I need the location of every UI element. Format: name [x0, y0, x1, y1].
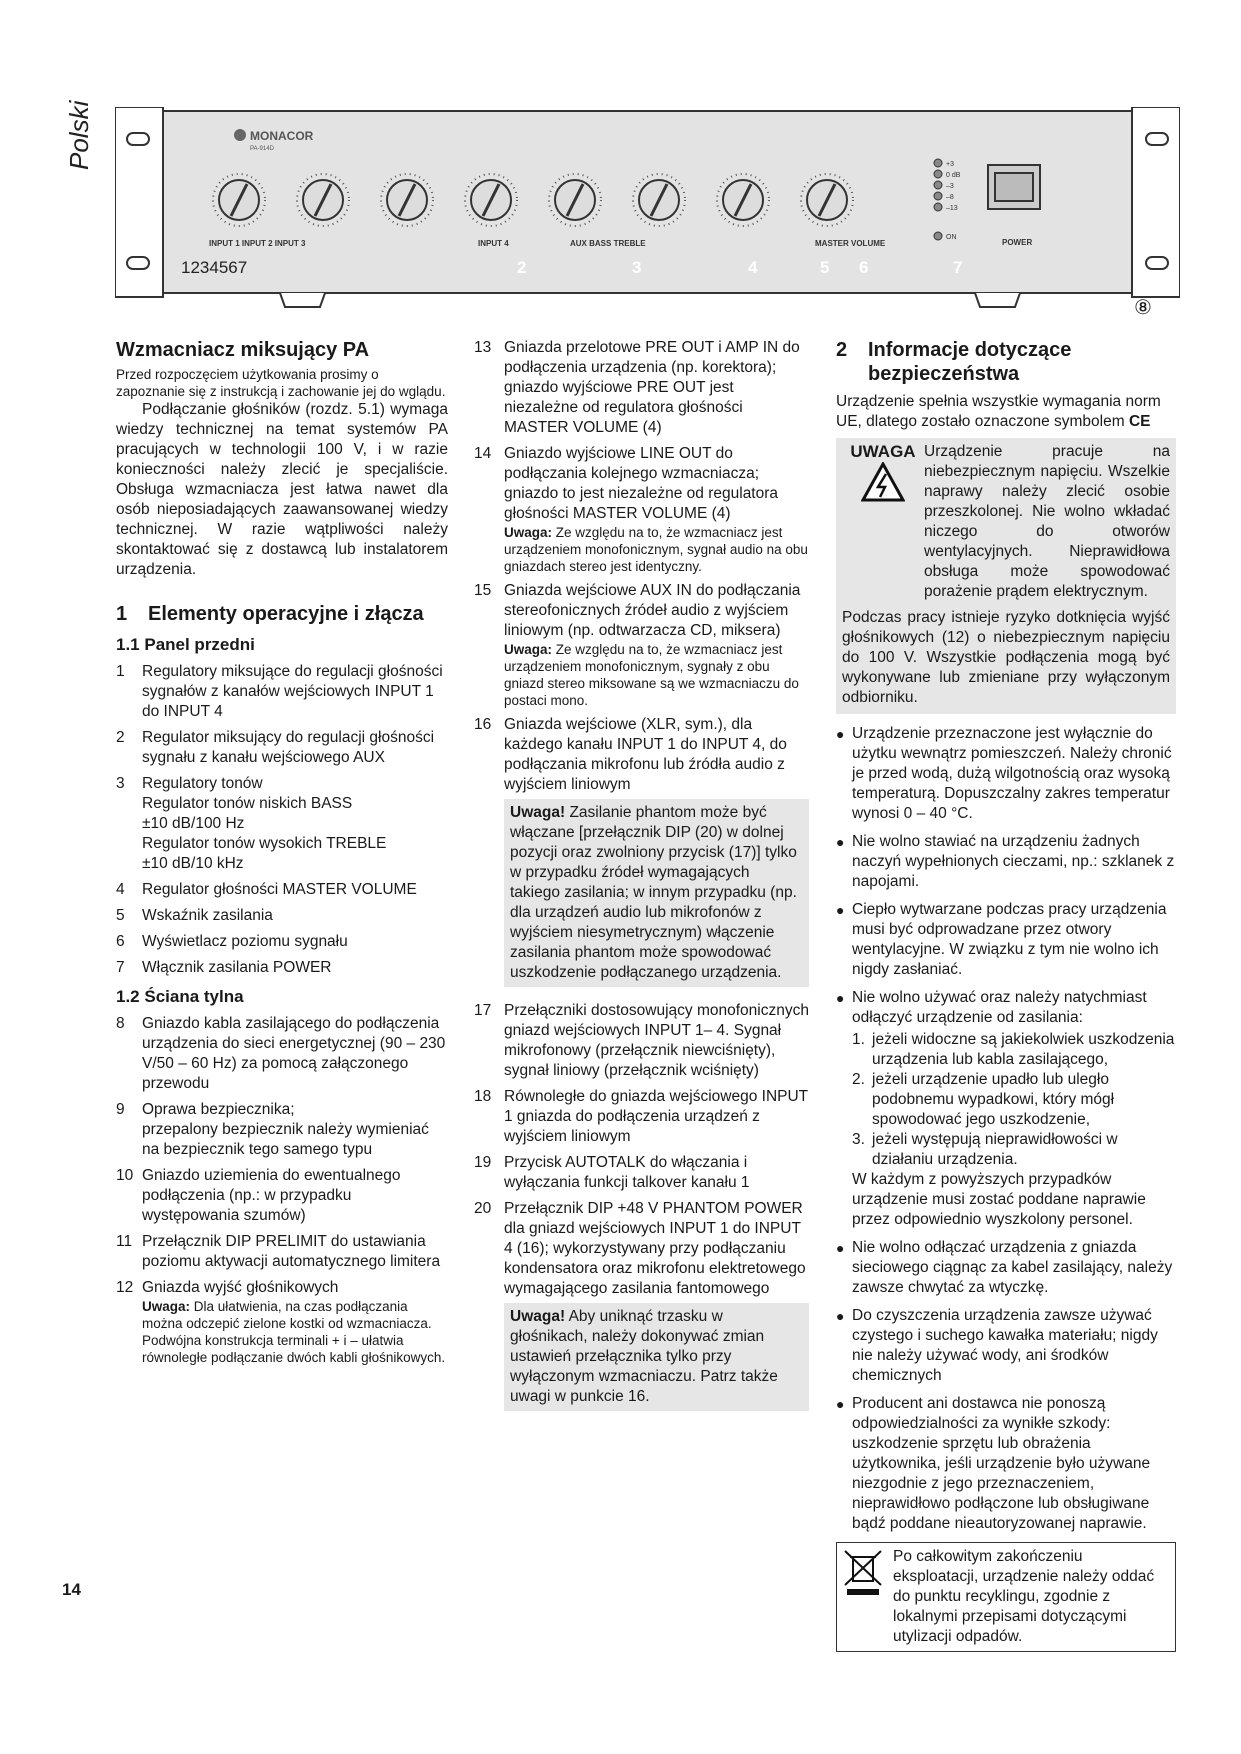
list-item: 1 Regulatory miksujące do regulacji głośności sygnałów z kanałów wejściowych INPUT 1 do INPUT 4	[116, 663, 443, 720]
callout-1: 1234567	[181, 258, 248, 277]
list-item: 4 Regulator głośności MASTER VOLUME	[116, 881, 417, 898]
list-item: 6 Wyświetlacz poziomu sygnału	[116, 933, 348, 950]
list-item: 17 Przełączniki dostosowujący monofonicznych gniazd wejściowych INPUT 1– 4. Sygnał mikrofonowy (przełącznik niewciśnięty), sygnał liniowy (przełącznik wciśnięty)	[474, 1002, 809, 1079]
section-1-heading: 1 Elementy operacyjne i złącza	[116, 603, 424, 625]
led-label: –13	[946, 205, 958, 212]
subsection-1-2-heading: 1.2 Ściana tylna	[116, 987, 244, 1006]
callout-5: 5	[820, 258, 830, 277]
rear-panel-list	[116, 1014, 448, 1366]
list-item: 7 Włącznik zasilania POWER	[116, 959, 332, 976]
list-item: 13 Gniazda przelotowe PRE OUT i AMP IN do podłączenia urządzenia (np. korektora); gniazdo wyjściowe PRE OUT jest niezależne od regulatora głośności MASTER VOLUME (4)	[474, 339, 800, 436]
note-15: Uwaga: Ze względu na to, że wzmacniacz jest urządzeniem monofonicznym, sygnały z obu gniazd stereo miksowane są we wzmacniaczu do postaci mono.	[504, 642, 799, 708]
note-14: Uwaga: Ze względu na to, że wzmacniacz jest urządzeniem monofonicznym, sygnał audio na obu gniazdach stereo jest identyczny.	[504, 525, 808, 574]
inputs-label: INPUT 1 INPUT 2 INPUT 3	[209, 239, 306, 248]
led-label: 0 dB	[946, 172, 961, 179]
warning-text: Urządzenie pracuje na niebezpiecznym napięciu. Wszelkie naprawy należy zlecić osobie przeszkolonej. Nie wolno wkładać niczego do otworów wentylacyjnych. Nieprawidłowa obsługa może spowodować porażenie prądem elektrycznym.	[924, 443, 1170, 600]
list-item: 3 Regulatory tonów Regulator tonów niskich BASS ±10 dB/100 Hz Regulator tonów wysokich TREBLE ±10 dB/10 kHz	[116, 775, 387, 872]
column-3	[836, 338, 1176, 1652]
intro-paragraph: Podłączanie głośników (rozdz. 5.1) wymaga wiedzy technicznej na temat systemów PA pracujących w technologii 100 V, i w razie konieczności należy zlecić je specjaliście. Obsługa wzmacniacza jest łatwa nawet dla osób nieposiadających zaawansowanej wiedzy technicznej. W razie wątpliwości należy skontaktować się z dostawcą lub instalatorem urządzenia.	[116, 401, 448, 578]
list-item: 18 Równoległe do gniazda wejściowego INPUT 1 gniazda do podłączenia urządzeń z wyjściem liniowym	[474, 1088, 808, 1145]
bullet-item: ● Ciepło wytwarzane podczas pracy urządzenia musi być odprowadzane przez otwory wentylacyjne. W związku z tym nie wolno ich nigdy zasłaniać.	[836, 901, 1167, 978]
list-item: 16 Gniazda wejściowe (XLR, sym.), dla każdego kanału INPUT 1 do INPUT 4, do podłączania mikrofonu lub źródła audio z wyjściem liniowym Uwaga! Zasilanie phantom może być włączane [przełącznik DIP (20) w dolnej pozycji oraz zwolniony przycisk (17)] tylko w przypadku źródeł wymagających takiego zasilania; w innym przypadku (np. dla urządzeń audio lub mikrofonów z wyjściem niesymetrycznym) włączenie zasilania phantom może spowodować uszkodzenie podłączanego urządzenia.	[474, 715, 809, 995]
subsection-1-1-heading: 1.1 Panel przedni	[116, 635, 255, 654]
amplifier-drawing	[115, 107, 1180, 327]
front-panel-list	[116, 662, 448, 978]
callout-7: 7	[953, 258, 963, 277]
callout-3: 3	[632, 258, 642, 277]
list-item: 8 Gniazdo kabla zasilającego do podłączenia urządzenia do sieci energetycznej (90 – 230 V/50 – 60 Hz) za pomocą załączonego przewodu	[116, 1015, 446, 1092]
column-2	[474, 338, 809, 1425]
sublist-conclusion: W każdym z powyższych przypadków urządzenie musi zostać poddane naprawie przez odpowiednio wyszkolony personel.	[852, 1171, 1146, 1228]
high-voltage-icon	[861, 462, 905, 502]
language-label: Polski	[64, 100, 94, 170]
page-number: 14	[62, 1580, 81, 1599]
sublist-item: 3. jeżeli występują nieprawidłowości w działaniu urządzenia.	[852, 1131, 1118, 1168]
callout-8: ⑧	[1134, 297, 1152, 319]
intro-text: Przed rozpoczęciem użytkowania prosimy o zapoznanie się z instrukcją i zachowanie jej do wglądu.	[116, 367, 446, 399]
section-2-heading: 2 Informacje dotyczące bezpieczeństwa	[836, 339, 1072, 385]
callout-2: 2	[517, 258, 527, 277]
list-item: 19 Przycisk AUTOTALK do włączania i wyłączania funkcji talkover kanału 1	[474, 1154, 750, 1191]
list-item: 5 Wskaźnik zasilania	[116, 907, 273, 924]
warning-16: Uwaga! Zasilanie phantom może być włączane [przełącznik DIP (20) w dolnej pozycji oraz zwolniony przycisk (17)] tylko w przypadku źródeł wymagających takiego zasilania; w innym przypadku (np. dla urządzeń audio lub mikrofonów z wyjściem niesymetrycznym) włączenie zasilania phantom może spowodować uszkodzenie podłączanego urządzenia.	[504, 799, 809, 987]
list-item: 10 Gniazdo uziemienia do ewentualnego podłączenia (np.: w przypadku występowania szumów)	[116, 1167, 401, 1224]
bullet-item: ● Producent ani dostawca nie ponoszą odpowiedzialności za wynikłe szkody: uszkodzenie sprzętu lub obrażenia użytkownika, jeśli urządzenie było używane niezgodnie z jego przeznaczeniem, nieprawidłowo podłączone lub obsługiwane bądź poddane nieautoryzowanej naprawie.	[836, 1395, 1151, 1532]
led-label: –3	[946, 183, 954, 190]
list-item: 2 Regulator miksujący do regulacji głośności sygnału z kanału wejściowego AUX	[116, 729, 435, 766]
list-item: 11 Przełącznik DIP PRELIMIT do ustawiania poziomu aktywacji automatycznego limitera	[116, 1233, 441, 1270]
warning-label: UWAGA	[850, 442, 916, 461]
aux-bass-treble-label: AUX BASS TREBLE	[570, 239, 646, 248]
recycling-notice	[836, 1542, 1176, 1652]
brand-logo: MONACOR	[250, 129, 314, 143]
master-volume-label: MASTER VOLUME	[815, 239, 886, 248]
document-title: Wzmacniacz miksujący PA	[116, 339, 370, 361]
bullet-item: ● Nie wolno stawiać na urządzeniu żadnych naczyń wypełnionych cieczami, np.: szklanek z napojami.	[836, 833, 1175, 890]
ce-mark: CE	[1128, 413, 1151, 430]
warning-20: Uwaga! Aby uniknąć trzasku w głośnikach, należy dokonywać zmian ustawień przełącznika tylko przy wyłączonym wzmacniaczu. Patrz także uwagi w punkcie 16.	[504, 1303, 809, 1411]
warning-box	[836, 438, 1176, 714]
warning-text-2: Podczas pracy istnieje ryzyko dotknięcia wyjść głośnikowych (12) o niebezpiecznym napięciu do 100 V. Wszystkie podłączenia mogą być wykonywane lub zmieniane przy wyłączonym odbiorniku.	[842, 609, 1170, 706]
device-front-panel-illustration	[115, 107, 1180, 327]
numbered-sublist	[852, 1030, 1176, 1170]
bullet-item: ● Nie wolno odłączać urządzenia z gniazda sieciowego ciągnąc za kabel zasilający, należy zawsze chwytać za wtyczkę.	[836, 1239, 1173, 1296]
bullet-item: ● Urządzenie przeznaczone jest wyłącznie do użytku wewnątrz pomieszczeń. Należy chronić je przed wodą, dużą wilgotnością oraz wysoką temperaturą. Dopuszczalny zakres temperatur wynosi 0 – 40 °C.	[836, 725, 1172, 822]
led-label: –8	[946, 194, 954, 201]
column-1	[116, 338, 448, 1372]
on-label: ON	[946, 234, 957, 241]
power-label: POWER	[1002, 238, 1033, 247]
list-item: 20 Przełącznik DIP +48 V PHANTOM POWER dla gniazd wejściowych INPUT 1 do INPUT 4 (16); wykorzystywany przy podłączaniu kondensatora oraz mikrofonu elektretowego wymagającego zasilania fantomowego Uwaga! Aby uniknąć trzasku w głośnikach, należy dokonywać zmian ustawień przełącznika tylko przy wyłączonym wzmacniaczu. Patrz także uwagi w punkcie 16.	[474, 1199, 809, 1419]
note-12: Uwaga: Dla ułatwienia, na czas podłączania można odczepić zielone kostki od wzmacniacza. Podwójna konstrukcja terminali + i – ułatwia równoległe podłączanie dwóch kabli głośnikowych.	[142, 1299, 446, 1365]
sublist-item: 1. jeżeli widoczne są jakiekolwiek uszkodzenia urządzenia lub kabla zasilającego,	[852, 1031, 1175, 1068]
model-label: PA-914D	[250, 146, 274, 152]
list-item: 12 Gniazda wyjść głośnikowych Uwaga: Dla ułatwienia, na czas podłączania można odczepić zielone kostki od wzmacniacza. Podwójna konstrukcja terminali + i – ułatwia równoległe podłączanie dwóch kabli głośnikowych.	[116, 1278, 448, 1366]
sublist-item: 2. jeżeli urządzenie upadło lub uległo podobnemu wypadkowi, który mógł spowodować jego uszkodzenie,	[852, 1071, 1115, 1128]
crossed-bin-icon	[841, 1547, 885, 1597]
list-item: 9 Oprawa bezpiecznika; przepalony bezpiecznik należy wymieniać na bezpiecznik tego samego typu	[116, 1101, 429, 1158]
section-2-intro: Urządzenie spełnia wszystkie wymagania norm UE, dlatego zostało oznaczone symbolem CE	[836, 393, 1161, 430]
list-item: 14 Gniazdo wyjściowe LINE OUT do podłączania kolejnego wzmacniacza; gniazdo to jest niezależne od regulatora głośności MASTER VOLUME (4) Uwaga: Ze względu na to, że wzmacniacz jest urządzeniem monofonicznym, sygnał audio na obu gniazdach stereo jest identyczny.	[474, 445, 808, 574]
bullet-item: ● Nie wolno używać oraz należy natychmiast odłączyć urządzenie od zasilania: 1. jeżeli widoczne są jakiekolwiek uszkodzenia urządzenia lub kabla zasilającego, 2. jeżeli urządzenie upadło lub uległo podobnemu wypadkowi, który mógł spowodować jego uszkodzenie, 3. jeżeli występują nieprawidłowości w działaniu urządzenia. W każdym z powyższych przypadków urządzenie musi zostać poddane naprawie przez odpowiednio wyszkolony personel.	[836, 989, 1175, 1228]
bullet-item: ● Do czyszczenia urządzenia zawsze używać czystego i suchego kawałka materiału; nigdy nie należy używać wody, ani środków chemicznych	[836, 1307, 1158, 1384]
input4-label: INPUT 4	[478, 239, 509, 248]
list-item: 15 Gniazda wejściowe AUX IN do podłączania stereofonicznych źródeł audio z wyjściem liniowym (np. odtwarzacza CD, miksera) Uwaga: Ze względu na to, że wzmacniacz jest urządzeniem monofonicznym, sygnały z obu gniazd stereo miksowane są we wzmacniaczu do postaci mono.	[474, 581, 809, 709]
led-label: +3	[946, 161, 954, 168]
callout-4: 4	[748, 258, 758, 277]
callout-6: 6	[859, 258, 869, 277]
recycling-text: Po całkowitym zakończeniu eksploatacji, urządzenie należy oddać do punktu recyklingu, zgodnie z lokalnymi przepisami dotyczącymi utylizacji odpadów.	[893, 1548, 1155, 1645]
